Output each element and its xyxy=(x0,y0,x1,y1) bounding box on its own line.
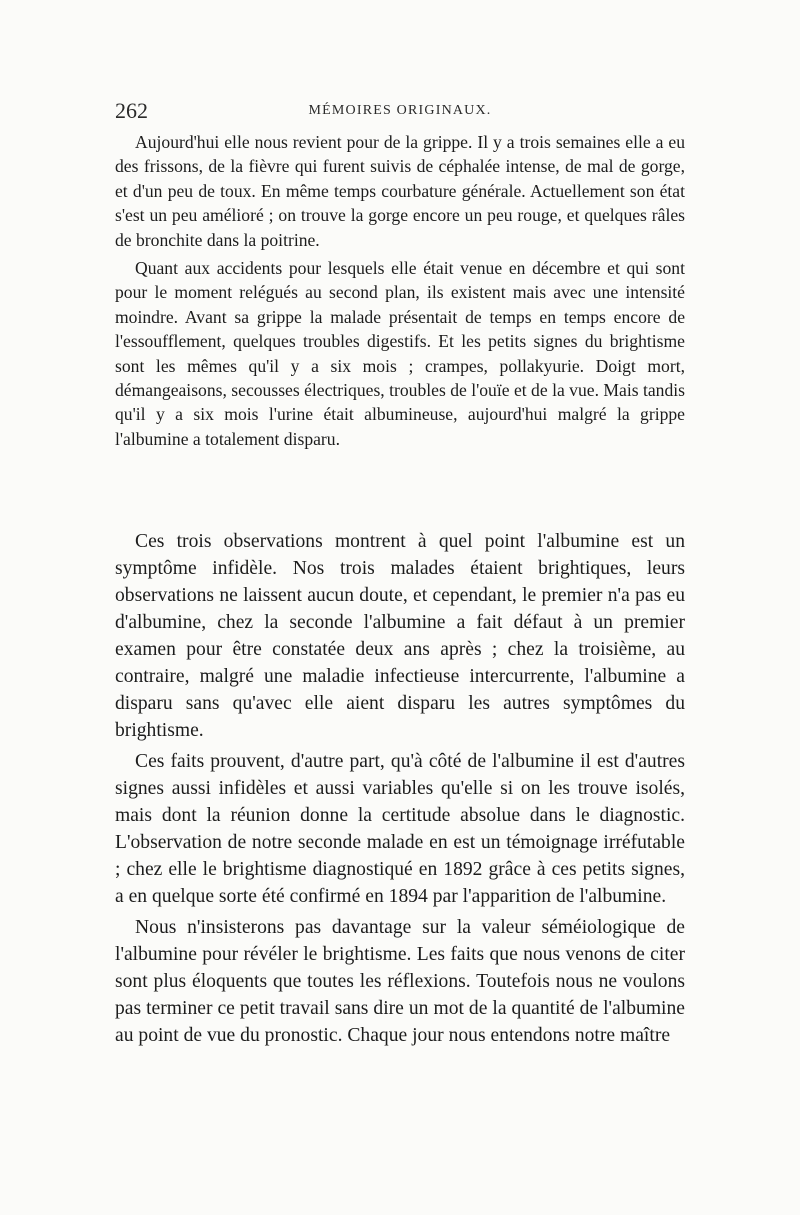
discussion-text xyxy=(115,528,685,1049)
discussion-paragraph: Ces faits prouvent, d'autre part, qu'à côté de l'albumine il est d'autres signes aussi infidèles et aussi variables qu'elle si on les trouve isolés, mais dont la réunion donne la certitude absolue dans le diagnostic. L'observation de notre seconde malade en est un témoignage irréfutable ; chez elle le brightisme diagnostiqué en 1892 grâce à ces petits signes, a en quelque sorte été confirmé en 1894 par l'apparition de l'albumine. xyxy=(115,751,685,907)
case-report-paragraph: Quant aux accidents pour lesquels elle était venue en décembre et qui sont pour le moment relégués au second plan, ils existent mais avec une intensité moindre. Avant sa grippe la malade présentait de temps en temps encore de l'essoufflement, quelques troubles digestifs. Et les petits signes du brightisme sont les mêmes qu'il y a six mois ; crampes, pollakyurie. Doigt mort, démangeaisons, secousses électriques, troubles de l'ouïe et de la vue. Mais tandis qu'il y a six mois l'urine était albumineuse, aujourd'hui malgré la grippe l'albumine a totalement disparu. xyxy=(115,258,685,449)
running-title: MÉMOIRES ORIGINAUX. xyxy=(308,103,492,118)
page-header xyxy=(115,98,685,126)
case-report-text xyxy=(115,130,685,451)
case-report-paragraph: Aujourd'hui elle nous revient pour de la grippe. Il y a trois semaines elle a eu des frissons, de la fièvre qui furent suivis de céphalée intense, de mal de gorge, et d'un peu de toux. En même temps courbature générale. Actuellement son état s'est un peu amélioré ; on trouve la gorge encore un peu rouge, et quelques râles de bronchite dans la poitrine. xyxy=(115,132,685,250)
discussion-paragraph: Ces trois observations montrent à quel point l'albumine est un symptôme infidèle. Nos trois malades étaient brightiques, leurs observations ne laissent aucun doute, et cependant, le premier n'a pas eu d'albumine, chez la seconde l'albumine a fait défaut à un premier examen pour être constatée deux ans après ; chez la troisième, au contraire, malgré une maladie infectieuse intercurrente, l'albumine a disparu sans qu'avec elle aient disparu les autres symptômes du brightisme. xyxy=(115,531,685,741)
page-number: 262 xyxy=(115,98,148,123)
discussion-paragraph: Nous n'insisterons pas davantage sur la valeur séméiologique de l'albumine pour révéler le brightisme. Les faits que nous venons de citer sont plus éloquents que toutes les réflexions. Toutefois nous ne voulons pas terminer ce petit travail sans dire un mot de la quantité de l'albumine au point de vue du pronostic. Chaque jour nous entendons notre maître xyxy=(115,917,685,1046)
